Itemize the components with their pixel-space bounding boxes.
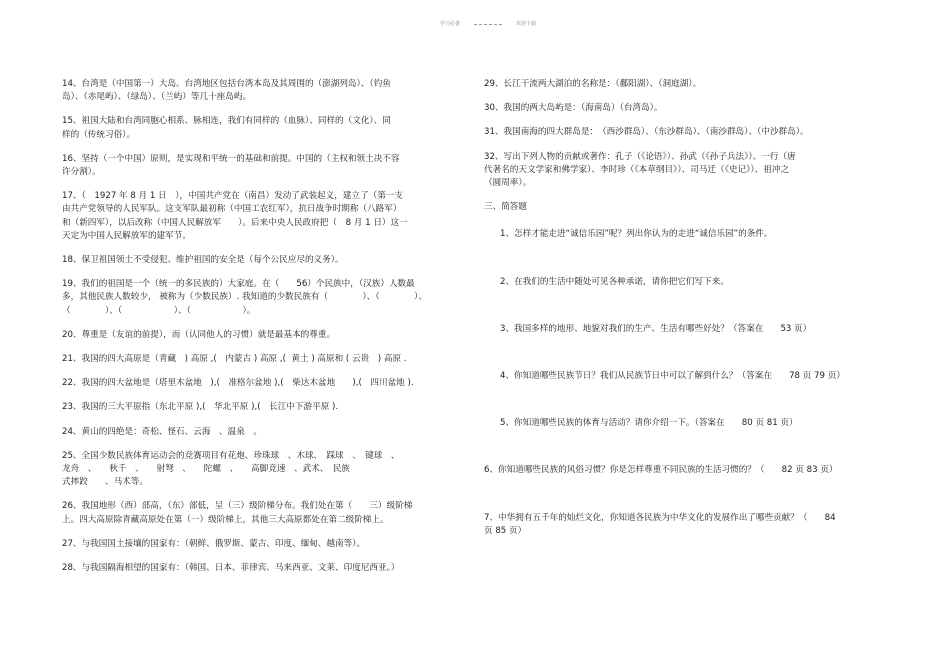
question-17: 17、（ 1927 年 8 月 1 日 ），中国共产党在（南昌）发动了武装起义，建立了（第一支 由共产党领导的人民军队。这支军队最初称（中国工农红军），抗日战争时期称（八路军） 和（新四军），以后改称（中国人民解放军 ）。后来中央人民政府把（ 8 月 1 日）这一 天定为中国人民解放军的建军节。 bbox=[62, 191, 408, 241]
short-answer-4: 4、你知道哪些民族节日？我们从民族节日中可以了解到什么？（答案在 78 页 79 页） bbox=[500, 371, 845, 382]
question-26: 26、我国地形（西）部高，（东）部低，呈（三）级阶梯分布。我们处在第（ 三）级阶梯 上。四大高原除青藏高原处在第（一）级阶梯上，其他三大高原都处在第二级阶梯上。 bbox=[62, 501, 413, 525]
question-18: 18、保卫祖国领土不受侵犯、维护祖国的安全是（每个公民应尽的义务）。 bbox=[62, 255, 344, 266]
question-31: 31、我国南海的四大群岛是： （西沙群岛）、（东沙群岛）、（南沙群岛）、（中沙群岛）。 bbox=[484, 127, 809, 138]
question-28: 28、与我国隔海相望的国家有：（韩国、日本、菲律宾、马来西亚、文莱、印度尼西亚。） bbox=[62, 563, 400, 574]
section-title: 三、简答题 bbox=[484, 202, 527, 213]
question-22: 22、我国的四大盆地是（塔里木盆地 ),( 准格尔盆地 ),( 柴达木盆地 ),( 四川盆地 ). bbox=[62, 378, 414, 389]
left-column bbox=[62, 78, 470, 586]
question-27: 27、与我国国土接壤的国家有：（朝鲜、俄罗斯、蒙古、印度、缅甸、越南等）。 bbox=[62, 538, 366, 549]
question-15: 15、祖国大陆和台湾同胞心相系、脉相连，我们有同样的（血脉）、同样的（文化）、同 样的（传统习俗）。 bbox=[62, 116, 391, 140]
question-14: 14、台湾是（中国第一）大岛。台湾地区包括台湾本岛及其周围的（澎湖列岛）、（钓鱼 岛）、（赤尾屿）、（绿岛）、（兰屿）等几十座岛屿。 bbox=[62, 79, 391, 103]
header-right-text: 欢迎下载 bbox=[516, 21, 537, 27]
right-column bbox=[484, 78, 894, 572]
question-20: 20、尊重是（友谊的前提），而（认同他人的习惯）就是最基本的尊重。 bbox=[62, 329, 336, 340]
question-29: 29、长江干流两大湖泊的名称是：（鄱阳湖）、（洞庭湖）。 bbox=[484, 79, 702, 89]
header-left-text: 学习必备 bbox=[440, 21, 461, 27]
short-answer-6: 6、你知道哪些民族的风俗习惯？你是怎样尊重不同民族的生活习惯的？（ 82 页 83 页） bbox=[484, 465, 838, 476]
short-answer-3: 3、我国多样的地形、地貌对我们的生产、生活有哪些好处？（答案在 53 页） bbox=[500, 323, 812, 334]
question-23: 23、我国的三大平原指（东北平原 ),( 华北平原 ),( 长江中下游平原 ). bbox=[62, 402, 339, 413]
question-21: 21、我国的四大高原是（青藏 ) 高原 ,( 内蒙古 ) 高原 ,( 黄土 ) 高原和 ( 云贵 ) 高原 . bbox=[62, 354, 407, 365]
question-32: 32、写出下列人物的贡献或著作：孔子（《论语》）、孙武（《孙子兵法》）、一行（唐 代著名的天文学家和佛学家）、李时珍（《本草纲目》）、司马迁（《史记》）、祖冲之 （圆周率）。 bbox=[484, 151, 796, 189]
question-16: 16、坚持（一个中国）原则，是实现和平统一的基础和前提。中国的（主权和领土决不容 许分割）。 bbox=[62, 153, 400, 178]
question-24: 24、黄山的四绝是：奇松、怪石、云海 、温泉 。 bbox=[62, 426, 262, 437]
short-answer-1: 1、怎样才能走进“诚信乐园”呢？列出你认为的走进“诚信乐园”的条件。 bbox=[500, 229, 773, 240]
header-separator bbox=[474, 20, 502, 25]
short-answer-7: 7、中华拥有五千年的灿烂文化，你知道各民族为中华文化的发展作出了哪些贡献？（ 84 页 85 页） bbox=[484, 512, 836, 536]
question-30: 30、我国的两大岛屿是：（海南岛）（台湾岛）。 bbox=[484, 103, 663, 114]
question-19: 19、我们的祖国是一个（统一的多民族的）大家庭。在（ 56）个民族中，（汉族）人数最 多，其他民族人数较少， 被称为（少数民族）. 我知道的少数民族有（ ）、（ ）、 （ ）、（ ）、（ ）。 bbox=[62, 279, 427, 316]
page-header bbox=[440, 20, 536, 27]
question-25: 25、全国少数民族体育运动会的竞赛项目有花炮、珍珠球 、木球、 踩球 、 键球 、 龙舟 、 秋千 、 射弩 、 陀螺 、 高脚竞速 、武术、 民族 式摔跤 、马术等。 bbox=[62, 450, 400, 488]
short-answer-2: 2、在我们的生活中随处可见各种承诺，请你把它们写下来。 bbox=[500, 276, 729, 287]
short-answer-5: 5、你知道哪些民族的体育与活动？请你介绍一下。（答案在 80 页 81 页） bbox=[500, 418, 798, 429]
